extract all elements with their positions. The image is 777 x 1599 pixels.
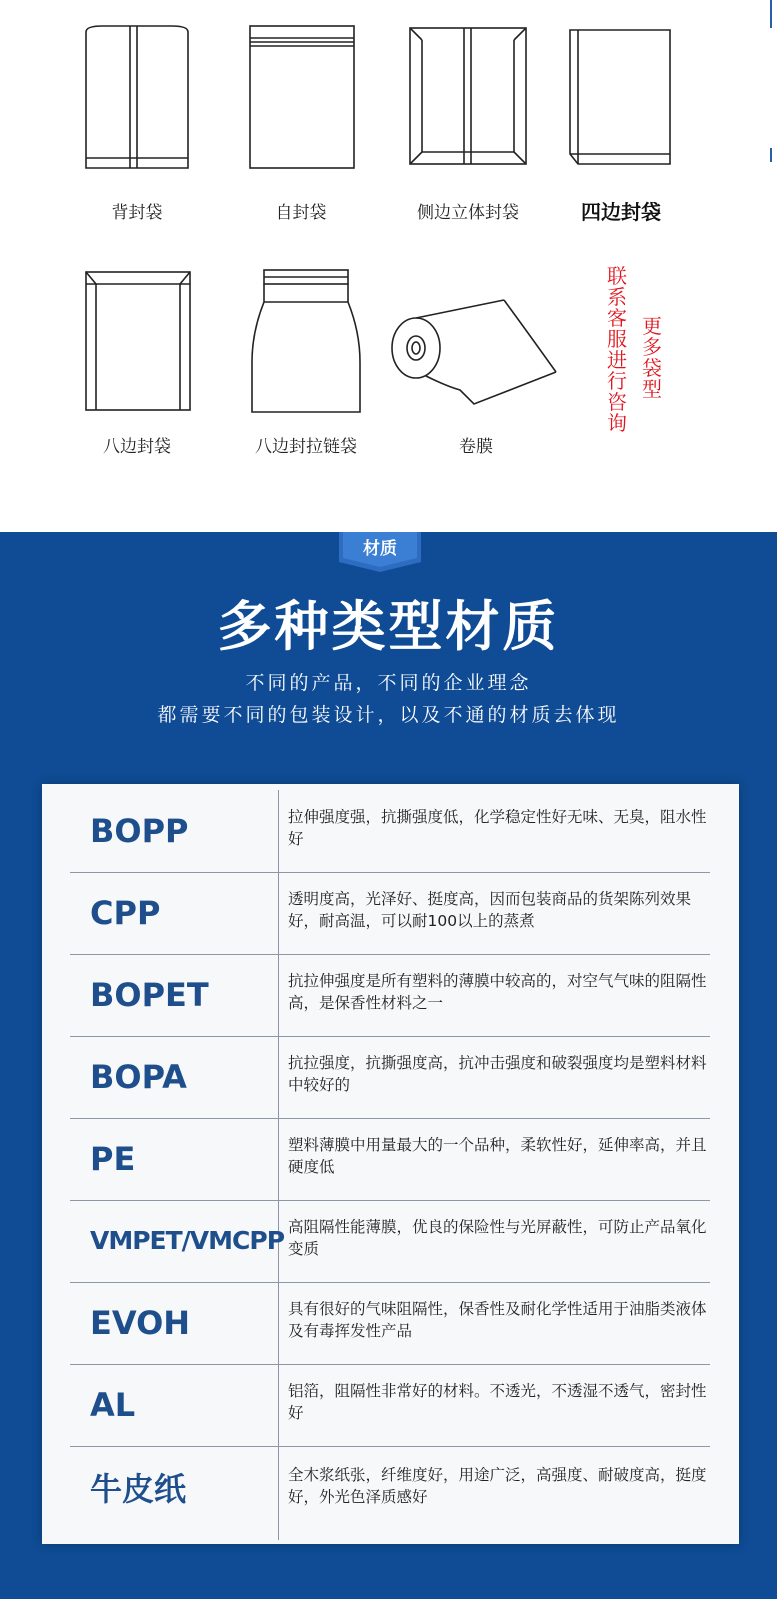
material-description: 具有很好的气味阻隔性，保香性及耐化学性适用于油脂类液体及有毒挥发性产品 xyxy=(288,1300,707,1340)
eight-side-seal-bag-icon xyxy=(72,262,202,422)
bag-four-side-seal xyxy=(556,18,686,228)
bag-label: 四边封袋 xyxy=(581,200,661,224)
table-row xyxy=(42,1364,739,1446)
material-name: EVOH xyxy=(90,1304,191,1342)
bag-eight-side-zipper xyxy=(236,262,376,462)
table-row xyxy=(42,954,739,1036)
table-row xyxy=(42,1282,739,1364)
material-description: 拉伸强度强，抗撕强度低，化学稳定性好无味、无臭，阻水性好 xyxy=(288,808,707,848)
edge-mark xyxy=(770,148,772,162)
subtitle-line-2: 都需要不同的包装设计，以及不通的材质去体现 xyxy=(157,704,620,726)
table-divider xyxy=(70,1446,710,1447)
table-row xyxy=(42,1118,739,1200)
bag-label: 八边封袋 xyxy=(103,437,171,457)
page-title: 多种类型材质 xyxy=(217,595,560,658)
material-description: 高阻隔性能薄膜，优良的保险性与光屏蔽性，可防止产品氧化变质 xyxy=(288,1218,707,1258)
bag-back-seal xyxy=(72,18,202,228)
bag-side-gusset xyxy=(398,18,538,228)
bag-label: 八边封拉链袋 xyxy=(255,437,357,457)
edge-mark xyxy=(770,0,772,28)
back-seal-bag-icon xyxy=(72,18,202,178)
material-name: 牛皮纸 xyxy=(90,1470,187,1508)
material-name: BOPET xyxy=(90,976,209,1014)
materials-section xyxy=(0,532,777,1599)
material-name: CPP xyxy=(90,894,161,932)
material-name: BOPP xyxy=(90,812,189,850)
more-types-vertical-text: 更多袋型 xyxy=(642,314,662,401)
four-side-seal-bag-icon xyxy=(556,18,686,178)
badge-label: 材质 xyxy=(363,539,397,559)
material-description: 抗拉伸强度是所有塑料的薄膜中较高的，对空气气味的阻隔性高，是保香性材料之一 xyxy=(288,972,707,1012)
bag-self-seal xyxy=(236,18,366,228)
table-row xyxy=(42,790,739,872)
contact-service-vertical-text: 联系客服进行咨询 xyxy=(607,264,627,435)
material-name: VMPET/VMCPP xyxy=(90,1226,285,1255)
roll-film-icon xyxy=(386,290,566,420)
roll-film xyxy=(386,290,566,462)
section-badge xyxy=(339,532,421,572)
material-name: BOPA xyxy=(90,1058,187,1096)
subtitle-line-1: 不同的产品，不同的企业理念 xyxy=(245,672,532,694)
bag-label: 侧边立体封袋 xyxy=(417,203,519,223)
table-row xyxy=(42,1036,739,1118)
bag-types-section xyxy=(0,0,777,532)
material-description: 铝箔，阻隔性非常好的材料。不透光，不透湿不透气，密封性好 xyxy=(288,1382,707,1422)
bag-eight-side-seal xyxy=(72,262,202,462)
material-description: 塑料薄膜中用量最大的一个品种，柔软性好，延伸率高，并且硬度低 xyxy=(288,1136,707,1176)
eight-side-zipper-bag-icon xyxy=(236,262,376,422)
side-gusset-bag-icon xyxy=(398,18,538,178)
material-description: 全木浆纸张，纤维度好，用途广泛，高强度、耐破度高，挺度好，外光色泽质感好 xyxy=(288,1466,707,1506)
material-description: 抗拉强度，抗撕强度高，抗冲击强度和破裂强度均是塑料材料中较好的 xyxy=(288,1054,707,1094)
bag-label: 自封袋 xyxy=(275,203,327,223)
table-row xyxy=(42,1200,739,1282)
table-row xyxy=(42,872,739,954)
material-name: PE xyxy=(90,1140,136,1178)
bag-label: 卷膜 xyxy=(459,437,493,457)
material-table xyxy=(42,784,739,1544)
self-seal-bag-icon xyxy=(236,18,366,178)
material-name: AL xyxy=(90,1386,136,1424)
bag-label: 背封袋 xyxy=(111,203,163,223)
material-description: 透明度高，光泽好、挺度高，因而包装商品的货架陈列效果好，耐高温，可以耐100以上的蒸煮 xyxy=(288,890,692,930)
table-row xyxy=(42,1448,739,1530)
